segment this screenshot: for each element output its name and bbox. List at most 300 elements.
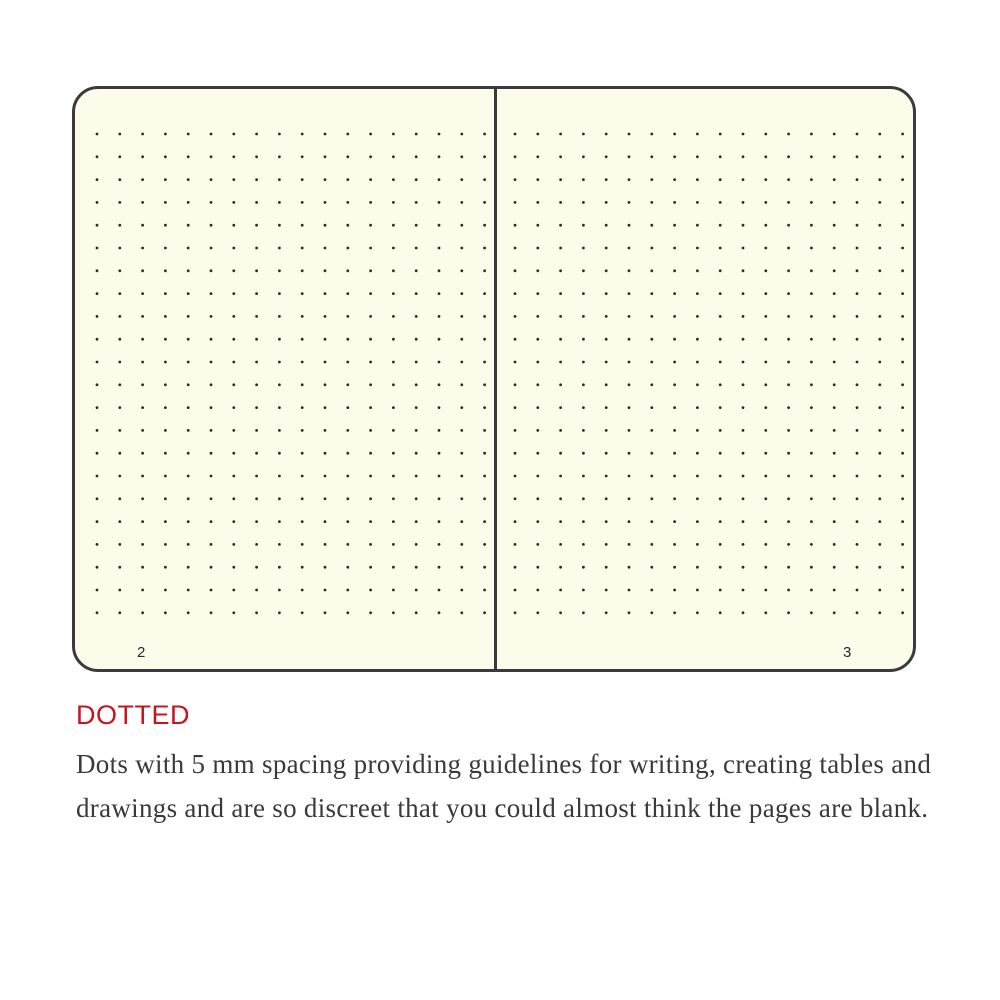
grid-dot (810, 383, 813, 386)
grid-dot (415, 338, 418, 341)
grid-dot (483, 611, 486, 614)
grid-dot (764, 315, 767, 318)
grid-dot (742, 133, 745, 136)
grid-dot (415, 543, 418, 546)
grid-dot (369, 406, 372, 409)
grid-dot (324, 589, 327, 592)
grid-dot (96, 178, 99, 181)
grid-dot (514, 178, 517, 181)
grid-dot (187, 361, 190, 364)
grid-dot (696, 201, 699, 204)
grid-dot (141, 269, 144, 272)
grid-dot (559, 247, 562, 250)
grid-dot (833, 201, 836, 204)
grid-dot (232, 406, 235, 409)
grid-dot (582, 224, 585, 227)
grid-dot (673, 611, 676, 614)
grid-dot (415, 133, 418, 136)
grid-dot (392, 247, 395, 250)
grid-dot (878, 178, 881, 181)
grid-dot (764, 178, 767, 181)
grid-dot (696, 566, 699, 569)
grid-dot (878, 292, 881, 295)
grid-dot (673, 566, 676, 569)
grid-dot (460, 543, 463, 546)
grid-dot (438, 269, 441, 272)
grid-dot (696, 589, 699, 592)
grid-dot (673, 269, 676, 272)
grid-dot (96, 247, 99, 250)
grid-dot (833, 406, 836, 409)
grid-dot (696, 178, 699, 181)
grid-dot (901, 452, 904, 455)
grid-dot (514, 338, 517, 341)
notebook-spread (72, 86, 916, 672)
grid-dot (438, 566, 441, 569)
grid-dot (673, 338, 676, 341)
grid-dot (742, 247, 745, 250)
grid-dot (483, 338, 486, 341)
grid-dot (415, 589, 418, 592)
grid-dot (278, 543, 281, 546)
grid-dot (810, 543, 813, 546)
grid-dot (415, 155, 418, 158)
grid-dot (255, 543, 258, 546)
grid-dot (301, 292, 304, 295)
grid-dot (483, 178, 486, 181)
grid-dot (278, 133, 281, 136)
grid-dot (210, 133, 213, 136)
grid-dot (810, 315, 813, 318)
grid-dot (301, 520, 304, 523)
grid-dot (536, 589, 539, 592)
grid-dot (324, 201, 327, 204)
grid-dot (164, 201, 167, 204)
grid-dot (536, 475, 539, 478)
grid-dot (536, 543, 539, 546)
grid-dot (460, 247, 463, 250)
grid-dot (764, 429, 767, 432)
grid-dot (856, 566, 859, 569)
grid-dot (628, 361, 631, 364)
grid-dot (719, 520, 722, 523)
grid-dot (878, 361, 881, 364)
grid-dot (118, 224, 121, 227)
grid-dot (719, 269, 722, 272)
grid-dot (856, 224, 859, 227)
grid-dot (438, 383, 441, 386)
grid-dot (650, 361, 653, 364)
grid-dot (438, 247, 441, 250)
grid-dot (278, 497, 281, 500)
grid-dot (392, 406, 395, 409)
grid-dot (96, 292, 99, 295)
grid-dot (187, 475, 190, 478)
grid-dot (582, 475, 585, 478)
grid-dot (438, 338, 441, 341)
grid-dot (605, 475, 608, 478)
grid-dot (415, 361, 418, 364)
grid-dot (810, 292, 813, 295)
grid-dot (301, 383, 304, 386)
grid-dot (605, 201, 608, 204)
grid-dot (324, 338, 327, 341)
right-page (497, 89, 916, 669)
grid-dot (346, 475, 349, 478)
grid-dot (787, 178, 790, 181)
left-page-dot-grid (75, 89, 494, 669)
grid-dot (810, 201, 813, 204)
grid-dot (369, 566, 372, 569)
grid-dot (856, 520, 859, 523)
grid-dot (696, 361, 699, 364)
grid-dot (232, 520, 235, 523)
grid-dot (787, 155, 790, 158)
grid-dot (460, 315, 463, 318)
grid-dot (415, 269, 418, 272)
grid-dot (118, 589, 121, 592)
grid-dot (582, 406, 585, 409)
grid-dot (369, 315, 372, 318)
grid-dot (483, 269, 486, 272)
grid-dot (764, 611, 767, 614)
grid-dot (628, 611, 631, 614)
grid-dot (232, 224, 235, 227)
grid-dot (392, 224, 395, 227)
grid-dot (187, 338, 190, 341)
grid-dot (514, 452, 517, 455)
grid-dot (901, 589, 904, 592)
grid-dot (346, 224, 349, 227)
grid-dot (901, 497, 904, 500)
grid-dot (628, 383, 631, 386)
grid-dot (460, 361, 463, 364)
grid-dot (810, 247, 813, 250)
grid-dot (605, 361, 608, 364)
grid-dot (559, 452, 562, 455)
grid-dot (696, 224, 699, 227)
grid-dot (673, 133, 676, 136)
grid-dot (536, 133, 539, 136)
grid-dot (536, 361, 539, 364)
grid-dot (255, 429, 258, 432)
grid-dot (856, 201, 859, 204)
grid-dot (210, 520, 213, 523)
grid-dot (696, 315, 699, 318)
grid-dot (856, 315, 859, 318)
grid-dot (856, 611, 859, 614)
grid-dot (810, 361, 813, 364)
grid-dot (810, 566, 813, 569)
grid-dot (324, 133, 327, 136)
grid-dot (628, 247, 631, 250)
grid-dot (810, 475, 813, 478)
grid-dot (346, 292, 349, 295)
grid-dot (764, 224, 767, 227)
grid-dot (536, 315, 539, 318)
grid-dot (696, 520, 699, 523)
grid-dot (141, 383, 144, 386)
grid-dot (301, 497, 304, 500)
grid-dot (483, 452, 486, 455)
grid-dot (301, 566, 304, 569)
grid-dot (605, 338, 608, 341)
grid-dot (415, 497, 418, 500)
grid-dot (742, 315, 745, 318)
grid-dot (141, 589, 144, 592)
grid-dot (833, 520, 836, 523)
grid-dot (278, 383, 281, 386)
grid-dot (696, 497, 699, 500)
grid-dot (278, 201, 281, 204)
grid-dot (650, 178, 653, 181)
grid-dot (278, 247, 281, 250)
grid-dot (696, 383, 699, 386)
grid-dot (719, 361, 722, 364)
grid-dot (582, 361, 585, 364)
grid-dot (514, 543, 517, 546)
grid-dot (460, 589, 463, 592)
grid-dot (210, 315, 213, 318)
grid-dot (696, 611, 699, 614)
grid-dot (650, 452, 653, 455)
grid-dot (301, 338, 304, 341)
grid-dot (764, 543, 767, 546)
grid-dot (483, 201, 486, 204)
grid-dot (787, 361, 790, 364)
grid-dot (582, 247, 585, 250)
grid-dot (164, 383, 167, 386)
grid-dot (536, 292, 539, 295)
grid-dot (878, 589, 881, 592)
grid-dot (278, 589, 281, 592)
grid-dot (415, 247, 418, 250)
grid-dot (232, 589, 235, 592)
grid-dot (582, 155, 585, 158)
grid-dot (438, 155, 441, 158)
grid-dot (605, 406, 608, 409)
grid-dot (559, 201, 562, 204)
grid-dot (719, 406, 722, 409)
grid-dot (878, 611, 881, 614)
grid-dot (164, 452, 167, 455)
grid-dot (164, 475, 167, 478)
grid-dot (742, 520, 745, 523)
grid-dot (255, 133, 258, 136)
grid-dot (559, 269, 562, 272)
grid-dot (742, 589, 745, 592)
grid-dot (346, 133, 349, 136)
grid-dot (164, 566, 167, 569)
grid-dot (650, 497, 653, 500)
grid-dot (232, 247, 235, 250)
grid-dot (96, 383, 99, 386)
grid-dot (369, 497, 372, 500)
grid-dot (301, 224, 304, 227)
grid-dot (369, 520, 372, 523)
grid-dot (187, 611, 190, 614)
grid-dot (392, 361, 395, 364)
grid-dot (210, 224, 213, 227)
grid-dot (878, 247, 881, 250)
grid-dot (438, 520, 441, 523)
grid-dot (742, 497, 745, 500)
grid-dot (415, 429, 418, 432)
grid-dot (742, 361, 745, 364)
grid-dot (901, 475, 904, 478)
grid-dot (742, 406, 745, 409)
grid-dot (582, 611, 585, 614)
grid-dot (118, 383, 121, 386)
grid-dot (232, 383, 235, 386)
grid-dot (278, 475, 281, 478)
grid-dot (673, 247, 676, 250)
grid-dot (415, 292, 418, 295)
grid-dot (810, 133, 813, 136)
grid-dot (210, 497, 213, 500)
grid-dot (232, 497, 235, 500)
grid-dot (742, 224, 745, 227)
grid-dot (856, 247, 859, 250)
grid-dot (301, 361, 304, 364)
grid-dot (483, 361, 486, 364)
grid-dot (346, 429, 349, 432)
grid-dot (278, 269, 281, 272)
grid-dot (514, 315, 517, 318)
grid-dot (536, 201, 539, 204)
grid-dot (118, 201, 121, 204)
grid-dot (369, 269, 372, 272)
grid-dot (536, 452, 539, 455)
grid-dot (392, 611, 395, 614)
grid-dot (559, 589, 562, 592)
grid-dot (719, 201, 722, 204)
grid-dot (118, 178, 121, 181)
grid-dot (187, 383, 190, 386)
grid-dot (301, 429, 304, 432)
grid-dot (460, 475, 463, 478)
grid-dot (582, 520, 585, 523)
grid-dot (628, 406, 631, 409)
grid-dot (787, 338, 790, 341)
grid-dot (650, 338, 653, 341)
grid-dot (118, 155, 121, 158)
grid-dot (460, 429, 463, 432)
grid-dot (438, 452, 441, 455)
grid-dot (833, 383, 836, 386)
grid-dot (856, 452, 859, 455)
grid-dot (559, 429, 562, 432)
grid-dot (764, 520, 767, 523)
grid-dot (255, 338, 258, 341)
grid-dot (438, 178, 441, 181)
grid-dot (605, 566, 608, 569)
grid-dot (536, 520, 539, 523)
grid-dot (415, 611, 418, 614)
grid-dot (392, 269, 395, 272)
grid-dot (483, 315, 486, 318)
grid-dot (210, 269, 213, 272)
grid-dot (324, 155, 327, 158)
grid-dot (164, 520, 167, 523)
grid-dot (164, 338, 167, 341)
grid-dot (96, 406, 99, 409)
grid-dot (278, 406, 281, 409)
grid-dot (536, 566, 539, 569)
grid-dot (810, 589, 813, 592)
grid-dot (559, 338, 562, 341)
grid-dot (232, 133, 235, 136)
grid-dot (210, 611, 213, 614)
grid-dot (118, 543, 121, 546)
grid-dot (118, 452, 121, 455)
grid-dot (141, 201, 144, 204)
grid-dot (255, 452, 258, 455)
grid-dot (514, 224, 517, 227)
grid-dot (415, 383, 418, 386)
grid-dot (582, 383, 585, 386)
grid-dot (742, 383, 745, 386)
grid-dot (369, 247, 372, 250)
grid-dot (460, 611, 463, 614)
grid-dot (415, 452, 418, 455)
grid-dot (118, 338, 121, 341)
grid-dot (559, 133, 562, 136)
grid-dot (324, 452, 327, 455)
grid-dot (278, 315, 281, 318)
grid-dot (559, 155, 562, 158)
grid-dot (187, 224, 190, 227)
grid-dot (346, 247, 349, 250)
grid-dot (901, 361, 904, 364)
grid-dot (324, 292, 327, 295)
grid-dot (187, 269, 190, 272)
grid-dot (369, 178, 372, 181)
grid-dot (483, 292, 486, 295)
grid-dot (719, 155, 722, 158)
grid-dot (856, 338, 859, 341)
grid-dot (460, 133, 463, 136)
grid-dot (742, 543, 745, 546)
grid-dot (438, 292, 441, 295)
grid-dot (232, 315, 235, 318)
grid-dot (164, 224, 167, 227)
grid-dot (369, 611, 372, 614)
grid-dot (650, 429, 653, 432)
grid-dot (187, 315, 190, 318)
grid-dot (901, 155, 904, 158)
grid-dot (559, 497, 562, 500)
grid-dot (536, 406, 539, 409)
grid-dot (278, 338, 281, 341)
grid-dot (392, 520, 395, 523)
grid-dot (324, 543, 327, 546)
grid-dot (742, 452, 745, 455)
grid-dot (164, 429, 167, 432)
grid-dot (719, 224, 722, 227)
grid-dot (278, 566, 281, 569)
grid-dot (628, 566, 631, 569)
grid-dot (742, 155, 745, 158)
grid-dot (514, 520, 517, 523)
grid-dot (369, 201, 372, 204)
grid-dot (719, 475, 722, 478)
grid-dot (650, 611, 653, 614)
grid-dot (514, 201, 517, 204)
grid-dot (901, 178, 904, 181)
left-page-number: 2 (137, 644, 146, 661)
grid-dot (301, 589, 304, 592)
